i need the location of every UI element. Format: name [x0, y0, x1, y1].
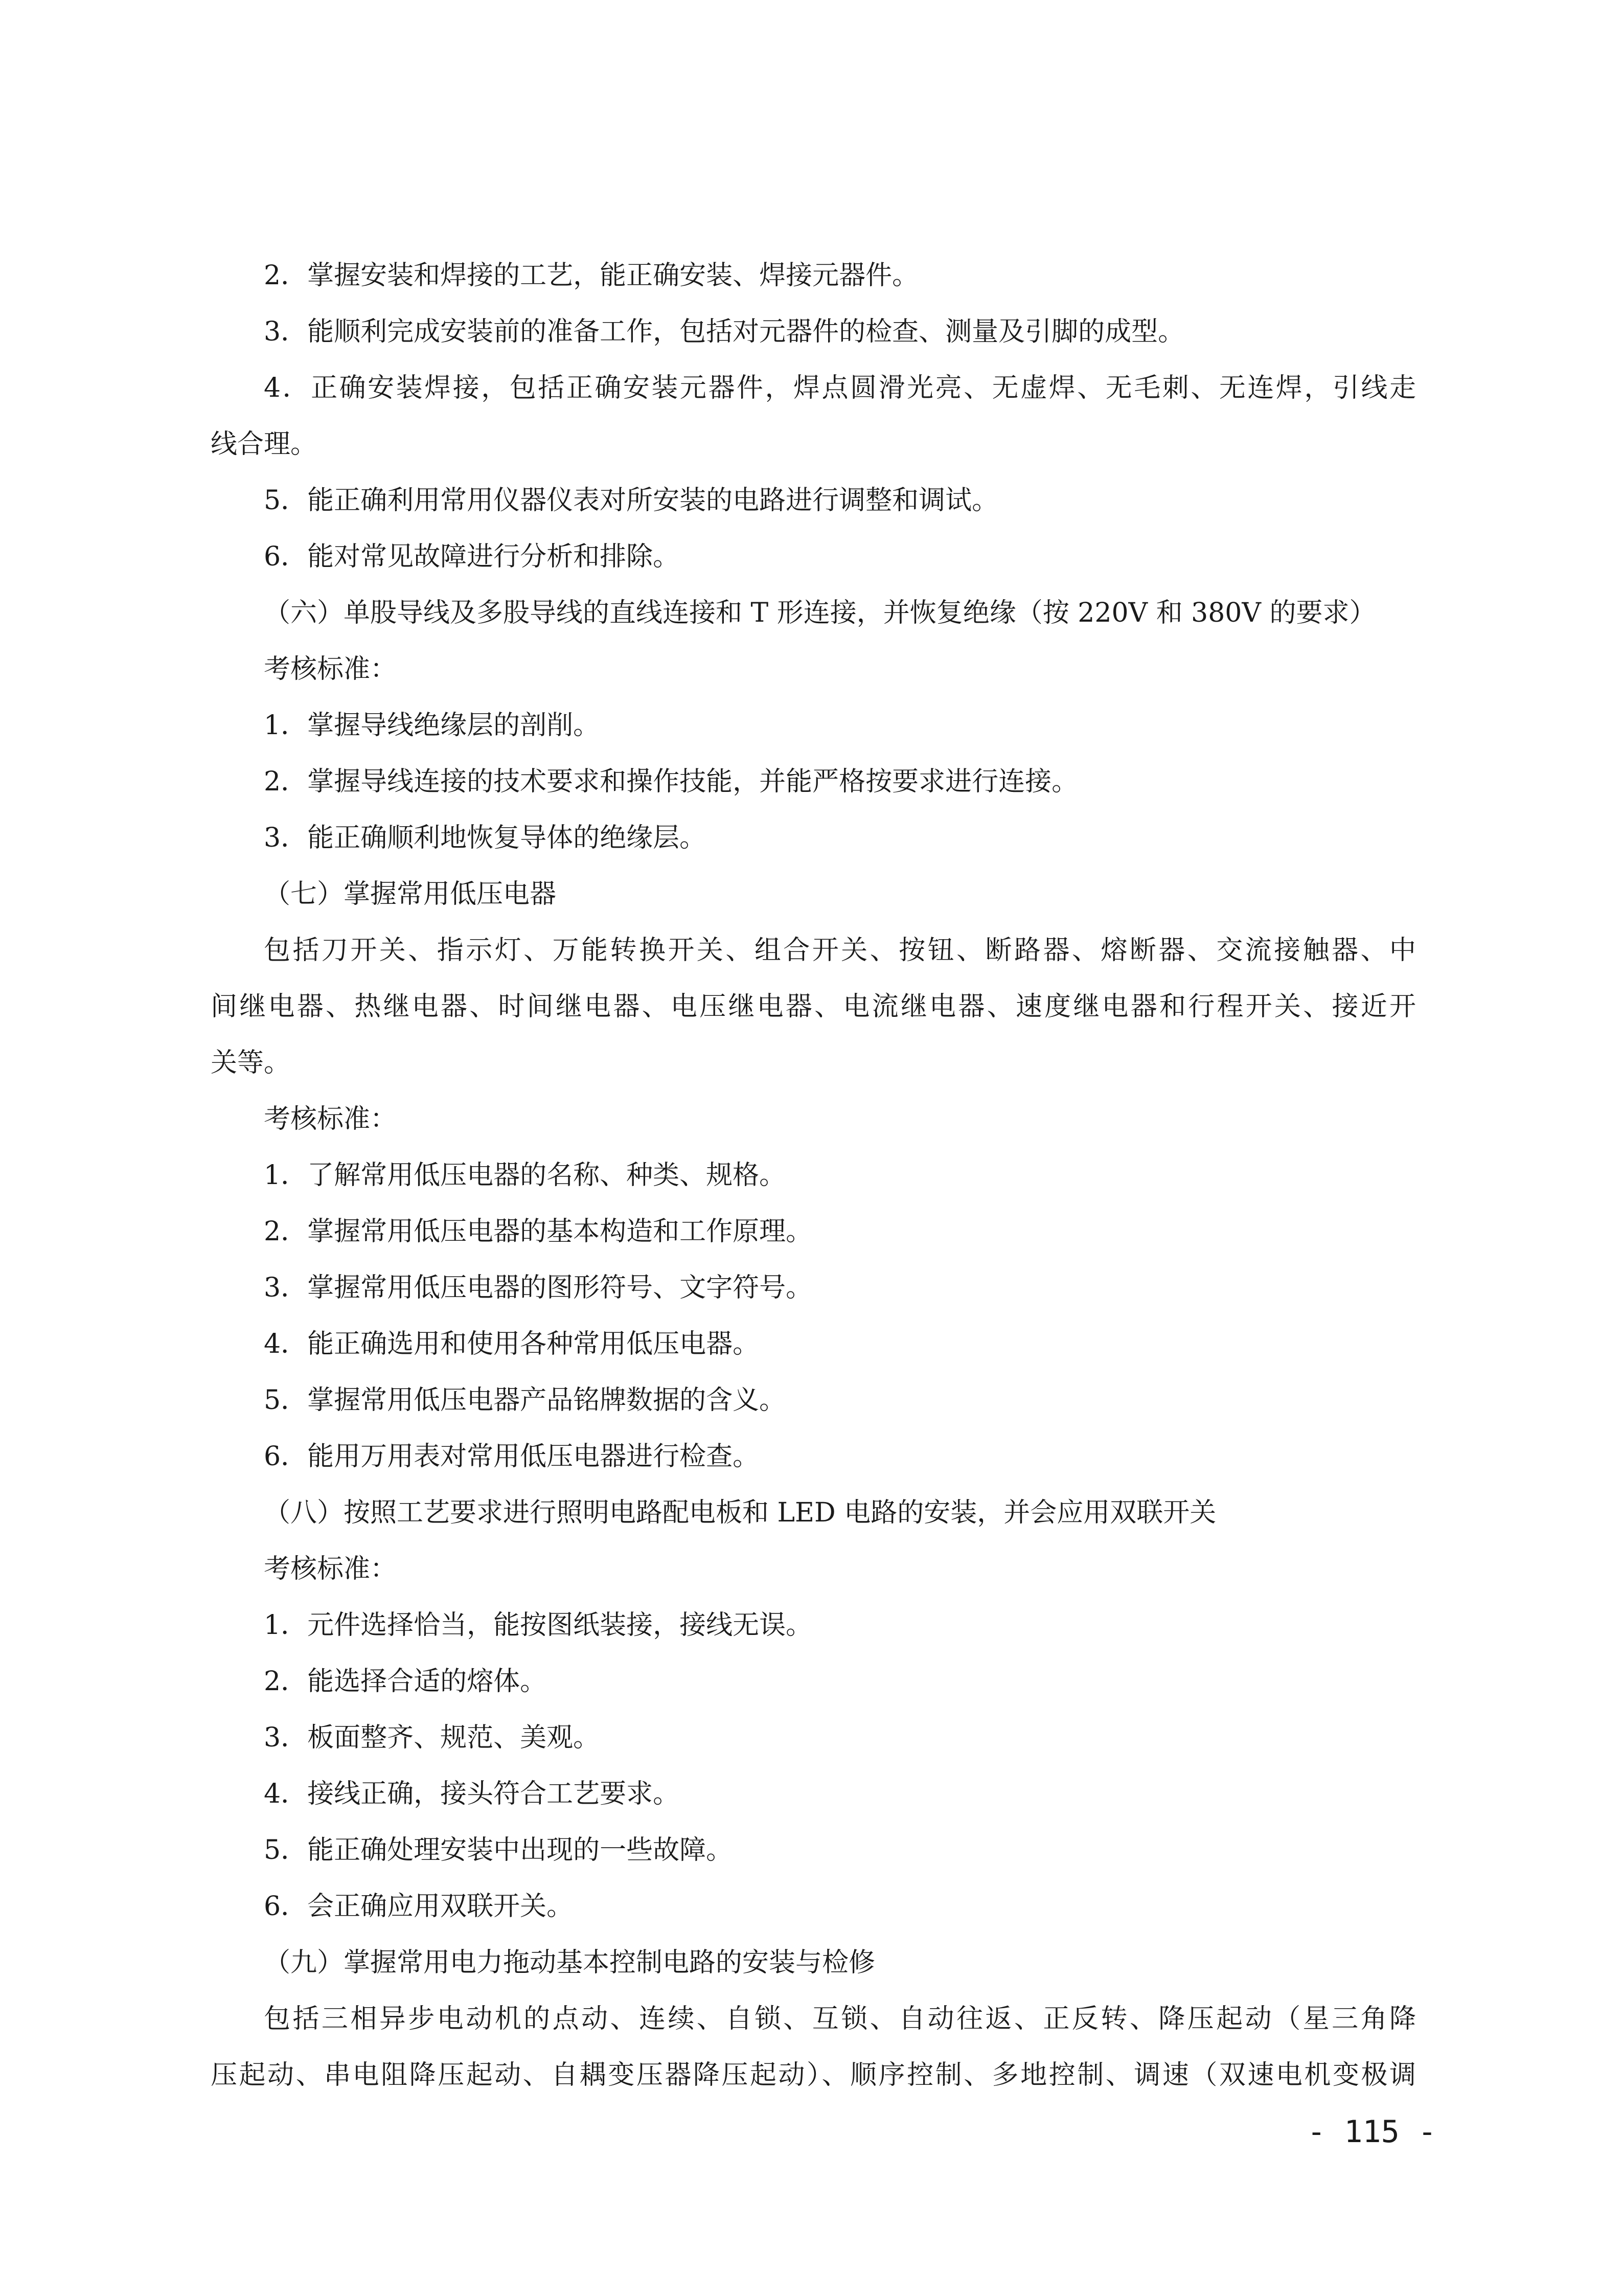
list-item: 4．正确安装焊接，包括正确安装元器件，焊点圆滑光亮、无虚焊、无毛刺、无连焊，引线走: [264, 373, 1416, 403]
list-item: 6．能用万用表对常用低压电器进行检查。: [264, 1441, 760, 1472]
list-item: 5．掌握常用低压电器产品铭牌数据的含义。: [264, 1385, 786, 1416]
list-item: 3．掌握常用低压电器的图形符号、文字符号。: [264, 1272, 813, 1303]
criteria-label: 考核标准：: [264, 654, 397, 685]
list-item-continuation: 线合理。: [211, 429, 317, 460]
list-item: 2．掌握安装和焊接的工艺，能正确安装、焊接元器件。: [264, 260, 919, 291]
section-heading: （八）按照工艺要求进行照明电路配电板和 LED 电路的安装，并会应用双联开关: [264, 1497, 1217, 1528]
section-heading: （九）掌握常用电力拖动基本控制电路的安装与检修: [264, 1947, 876, 1978]
section-heading: （七）掌握常用低压电器: [264, 879, 557, 910]
list-item: 5．能正确利用常用仪器仪表对所安装的电路进行调整和调试。: [264, 485, 999, 516]
criteria-label: 考核标准：: [264, 1554, 397, 1584]
paragraph-line: 包括刀开关、指示灯、万能转换开关、组合开关、按钮、断路器、熔断器、交流接触器、中: [264, 935, 1416, 966]
list-item: 1．元件选择恰当，能按图纸装接，接线无误。: [264, 1610, 813, 1641]
paragraph-line: 关等。: [211, 1048, 291, 1078]
paragraph-line: 包括三相异步电动机的点动、连续、自锁、互锁、自动往返、正反转、降压起动（星三角降: [264, 2004, 1416, 2034]
criteria-label: 考核标准：: [264, 1104, 397, 1134]
list-item: 6．能对常见故障进行分析和排除。: [264, 541, 680, 572]
list-item: 2．能选择合适的熔体。: [264, 1666, 547, 1697]
list-item: 3．板面整齐、规范、美观。: [264, 1722, 600, 1753]
list-item: 4．接线正确，接头符合工艺要求。: [264, 1779, 680, 1809]
list-item: 4．能正确选用和使用各种常用低压电器。: [264, 1329, 760, 1359]
list-item: 3．能顺利完成安装前的准备工作，包括对元器件的检查、测量及引脚的成型。: [264, 316, 1185, 347]
section-heading: （六）单股导线及多股导线的直线连接和 T 形连接，并恢复绝缘（按 220V 和 380V 的要求）: [264, 598, 1376, 628]
list-item: 1．掌握导线绝缘层的剖削。: [264, 710, 600, 741]
list-item: 2．掌握常用低压电器的基本构造和工作原理。: [264, 1216, 813, 1247]
body-text: [211, 247, 1416, 2103]
paragraph-line: 间继电器、热继电器、时间继电器、电压继电器、电流继电器、速度继电器和行程开关、接近开: [211, 991, 1416, 1022]
paragraph-line: 压起动、串电阻降压起动、自耦变压器降压起动）、顺序控制、多地控制、调速（双速电机变极调: [211, 2060, 1416, 2090]
list-item: 6．会正确应用双联开关。: [264, 1891, 574, 1922]
page-number: - 115 -: [1307, 2114, 1436, 2150]
list-item: 5．能正确处理安装中出现的一些故障。: [264, 1835, 733, 1866]
list-item: 1．了解常用低压电器的名称、种类、规格。: [264, 1160, 786, 1191]
list-item: 3．能正确顺利地恢复导体的绝缘层。: [264, 823, 706, 853]
list-item: 2．掌握导线连接的技术要求和操作技能，并能严格按要求进行连接。: [264, 766, 1079, 797]
